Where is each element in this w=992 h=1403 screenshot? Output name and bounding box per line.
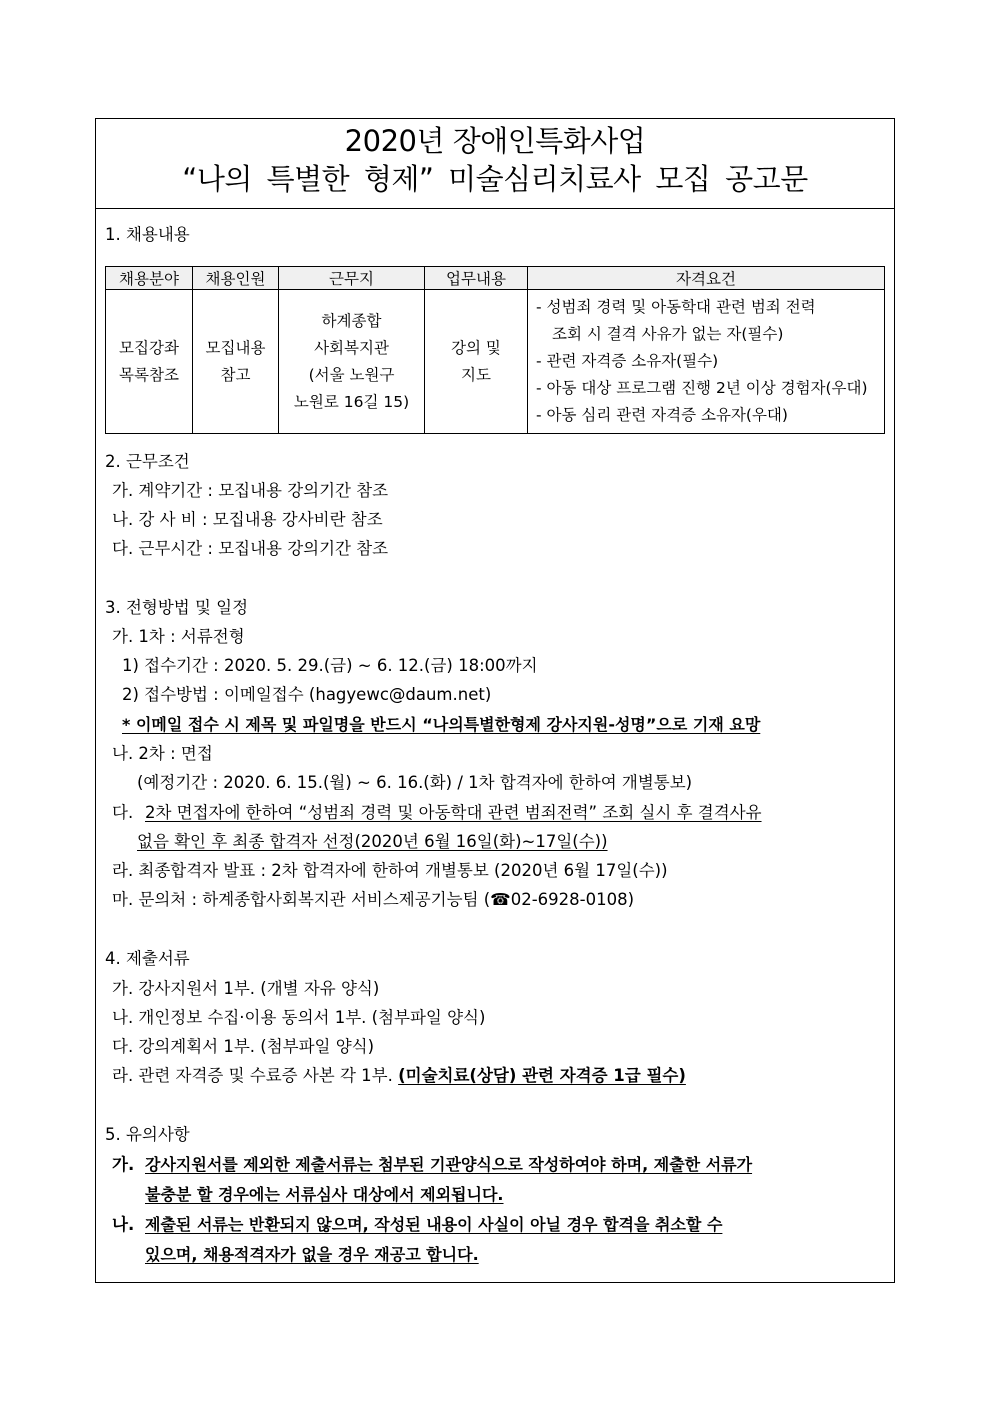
document-item-certificate: [112, 1065, 686, 1087]
section2-heading: 2. 근무조건: [105, 452, 190, 471]
qualification-item: - 아동 대상 프로그램 진행 2년 이상 경험자(우대): [536, 379, 868, 397]
cell-workplace-line: 사회복지관: [314, 338, 389, 357]
certificate-text: 라. 관련 자격증 및 수료증 사본 각 1부.: [112, 1066, 393, 1085]
qualification-item: - 아동 심리 관련 자격증 소유자(우대): [536, 406, 788, 424]
work-condition-item: 가. 계약기간 : 모집내용 강의기간 참조: [112, 481, 389, 500]
check-prefix: 다.: [112, 803, 134, 822]
cell-duty-line: 지도: [461, 365, 491, 384]
cell-workplace: [279, 290, 425, 434]
check-line-2: 없음 확인 후 최종 합격자 선정(2020년 6월 16일(화)~17일(수)): [137, 832, 608, 851]
section3-heading: 3. 전형방법 및 일정: [105, 598, 249, 617]
cell-count-line: 모집내용: [205, 338, 266, 357]
stage2-title: 나. 2차 : 면접: [112, 744, 213, 763]
title-line-1: 2020년 장애인특화사업: [344, 124, 646, 158]
cell-qualifications: [528, 290, 885, 434]
cell-count-line: 참고: [220, 365, 251, 384]
check-line-1: 2차 면접자에 한하여 “성범죄 경력 및 아동학대 관련 범죄전력” 조회 실시 후 결격사유: [145, 803, 762, 822]
cell-workplace-line: (서울 노원구: [308, 365, 395, 384]
section4-heading: 4. 제출서류: [105, 949, 190, 968]
table-row: [106, 290, 885, 434]
document-item: 다. 강의계획서 1부. (첨부파일 양식): [112, 1037, 375, 1056]
header-field: 채용분야: [106, 267, 193, 290]
cell-workplace-line: 하계종합: [321, 311, 382, 330]
caution-a-line-2: 불충분 할 경우에는 서류심사 대상에서 제외됩니다.: [145, 1185, 504, 1204]
cell-duty-line: 강의 및: [451, 338, 501, 357]
cell-count: [193, 290, 279, 434]
cell-workplace-line: 노원로 16길 15): [293, 392, 410, 411]
cell-field: [106, 290, 193, 434]
section1-heading: 1. 채용내용: [105, 225, 190, 244]
work-condition-item: 나. 강 사 비 : 모집내용 강사비란 참조: [112, 510, 383, 529]
title-line-2: “나의 특별한 형제” 미술심리치료사 모집 공고문: [182, 162, 808, 196]
table-header-row: [106, 267, 885, 290]
section5-heading: 5. 유의사항: [105, 1125, 190, 1144]
header-duty: 업무내용: [425, 267, 528, 290]
application-method: 2) 접수방법 : 이메일접수 (hagyewc@daum.net): [122, 685, 492, 704]
contact-info: 마. 문의처 : 하계종합사회복지관 서비스제공기능팀 (☎02-6928-0108): [112, 890, 635, 909]
notice-content: [95, 118, 895, 1283]
email-note: * 이메일 접수 시 제목 및 파일명을 반드시 “나의특별한형제 강사지원-성명”으로 기재 요망: [122, 715, 761, 734]
caution-b-prefix: 나.: [112, 1215, 135, 1234]
certificate-required: (미술치료(상담) 관련 자격증 1급 필수): [398, 1066, 686, 1085]
final-announcement: 라. 최종합격자 발표 : 2차 합격자에 한하여 개별통보 (2020년 6월 17일(수)): [112, 861, 668, 880]
cell-field-line: 모집강좌: [119, 338, 179, 357]
qualification-item: 조회 시 결격 사유가 없는 자(필수): [552, 325, 784, 343]
cell-duty: [425, 290, 528, 434]
caution-a-line-1: 강사지원서를 제외한 제출서류는 첨부된 기관양식으로 작성하여야 하며, 제출한 서류가: [145, 1155, 753, 1174]
qualification-item: - 관련 자격증 소유자(필수): [536, 352, 719, 370]
header-count: 채용인원: [193, 267, 279, 290]
document-item: 나. 개인정보 수집·이용 동의서 1부. (첨부파일 양식): [112, 1008, 486, 1027]
caution-b-line-2: 있으며, 채용적격자가 없을 경우 재공고 합니다.: [145, 1245, 479, 1264]
work-condition-item: 다. 근무시간 : 모집내용 강의기간 참조: [112, 539, 389, 558]
stage1-title: 가. 1차 : 서류전형: [112, 627, 245, 646]
header-workplace: 근무지: [279, 267, 425, 290]
interview-period: (예정기간 : 2020. 6. 15.(월) ~ 6. 16.(화) / 1차 합격자에 한하여 개별통보): [137, 773, 693, 792]
qualification-item: - 성범죄 경력 및 아동학대 관련 범죄 전력: [536, 298, 816, 316]
document-item: 가. 강사지원서 1부. (개별 자유 양식): [112, 979, 380, 998]
caution-b-line-1: 제출된 서류는 반환되지 않으며, 작성된 내용이 사실이 아닐 경우 합격을 취소할 수: [145, 1215, 723, 1234]
application-period: 1) 접수기간 : 2020. 5. 29.(금) ~ 6. 12.(금) 18:00까지: [122, 656, 538, 675]
caution-a-prefix: 가.: [112, 1155, 135, 1174]
recruit-table: [105, 266, 885, 434]
header-qualifications: 자격요건: [528, 267, 885, 290]
cell-field-line: 목록참조: [119, 365, 179, 384]
